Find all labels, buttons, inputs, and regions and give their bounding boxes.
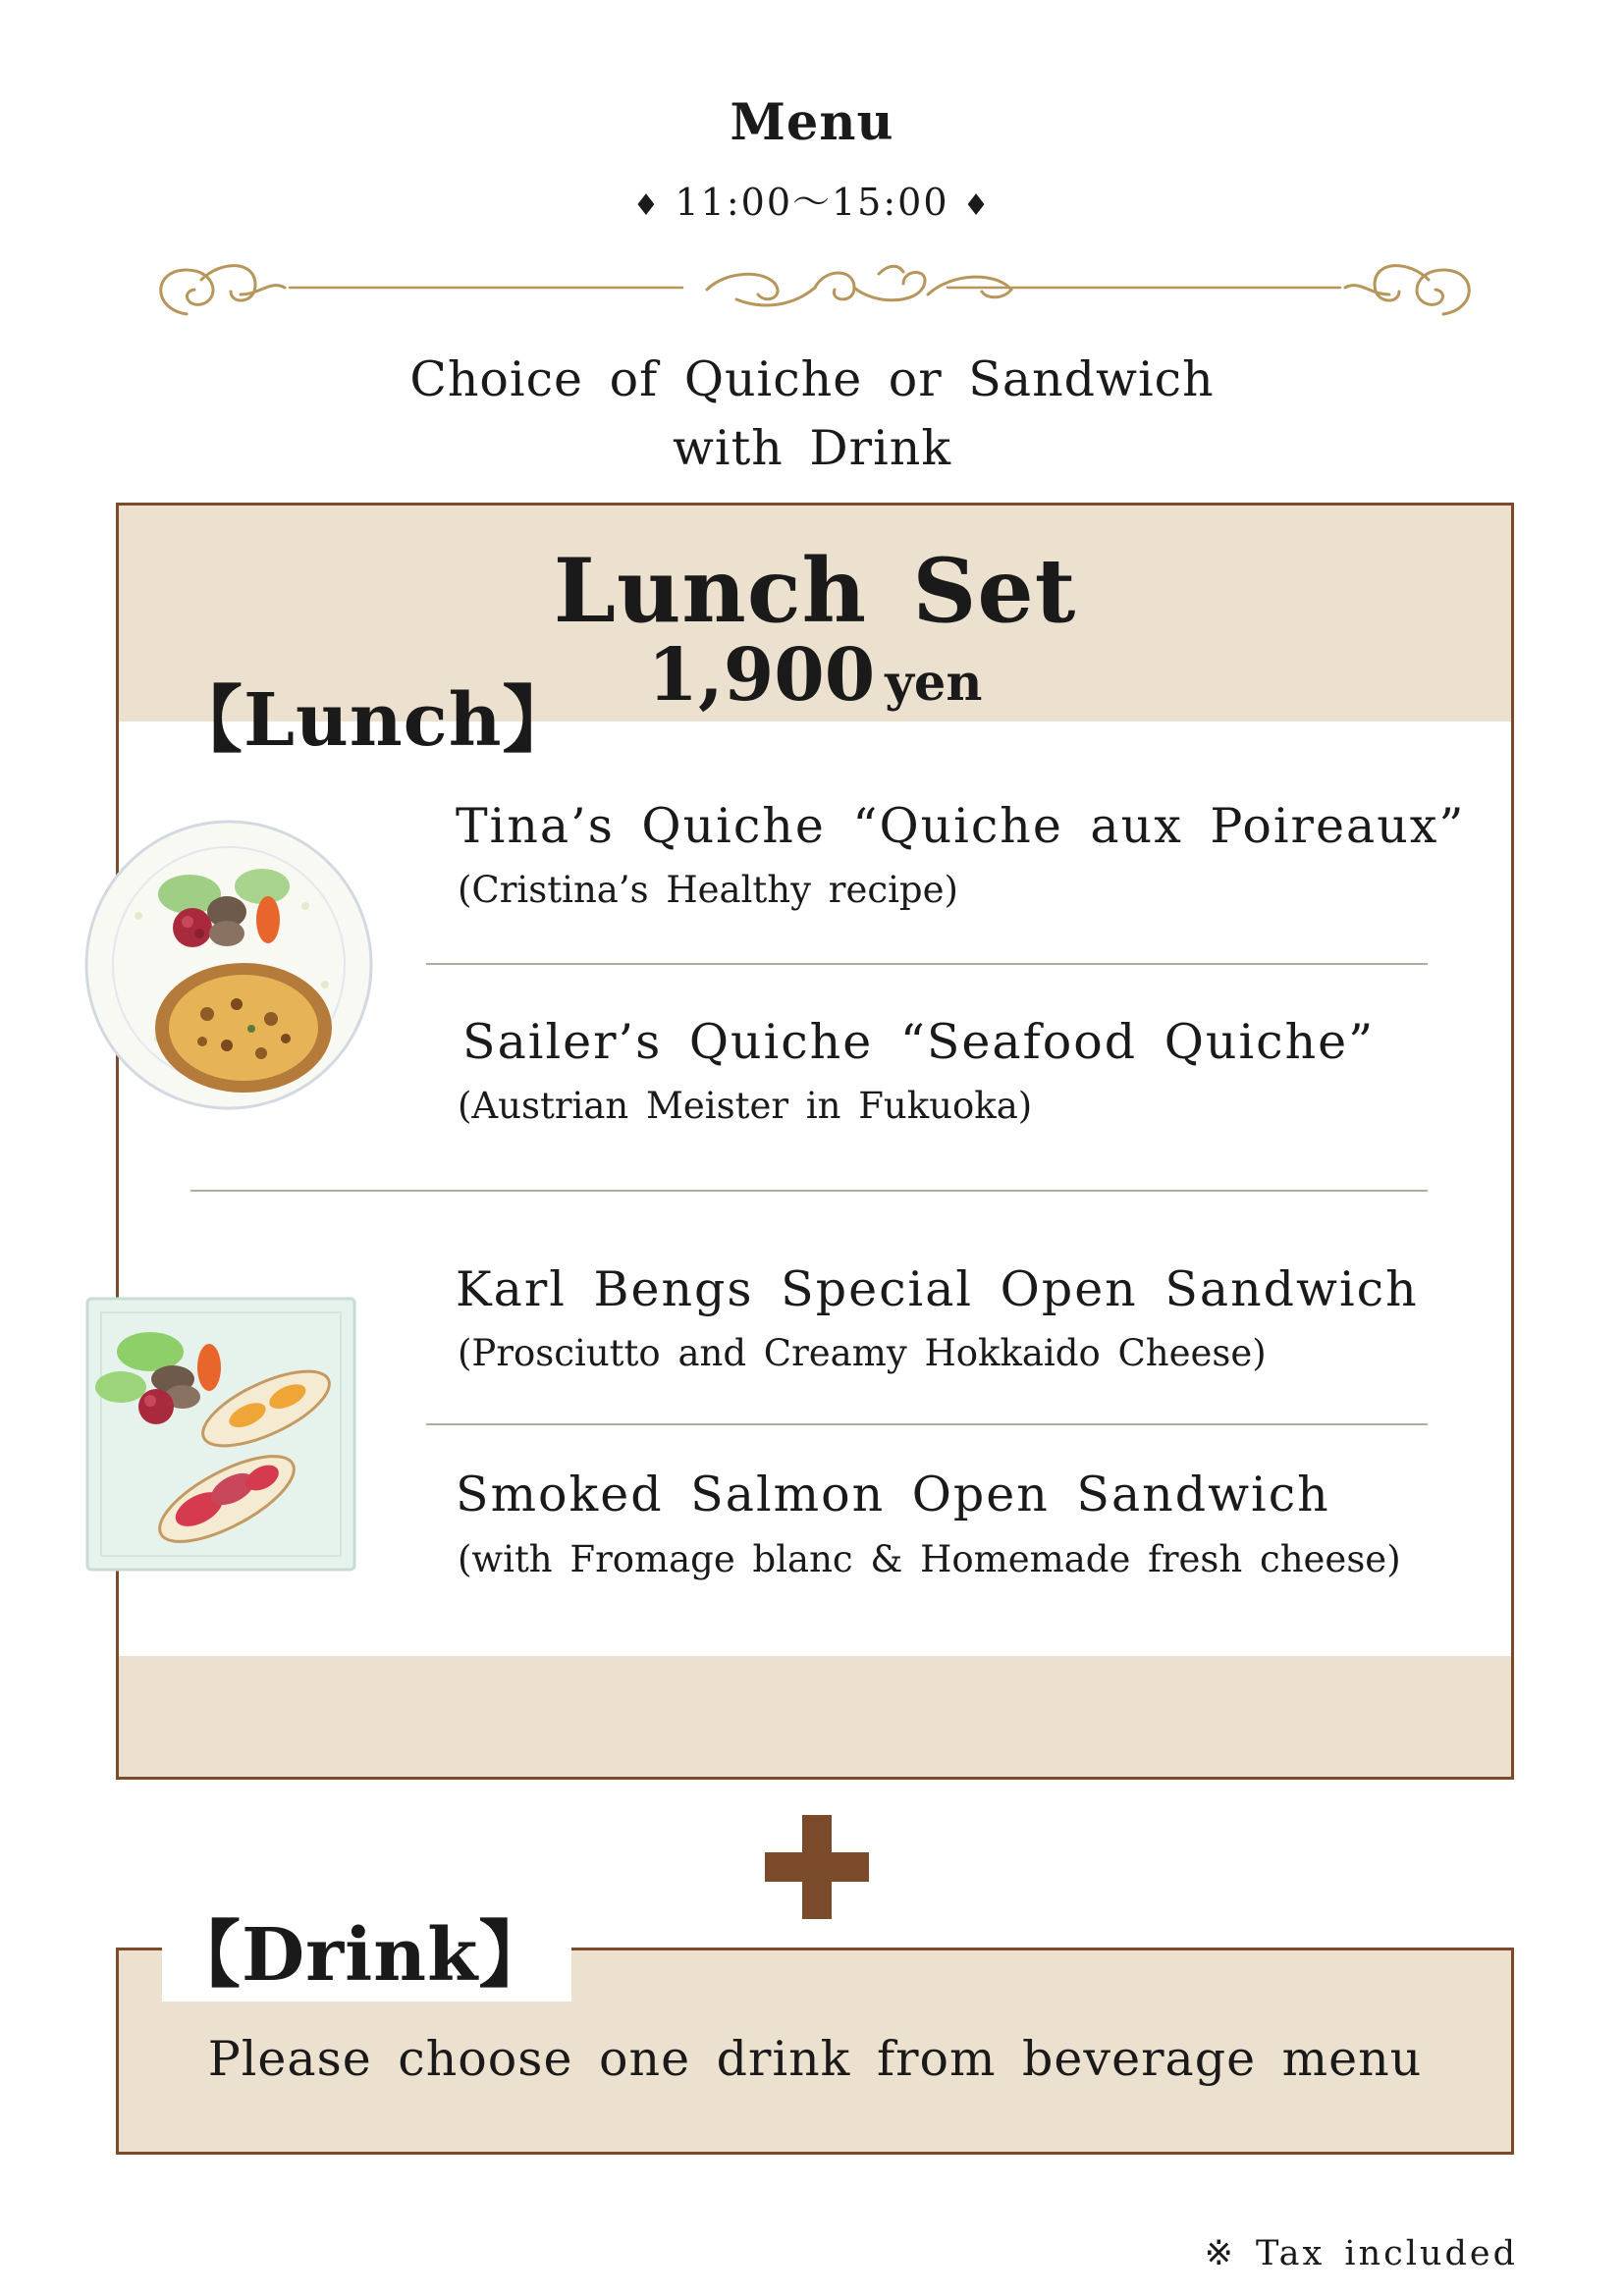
decorative-flourish-divider (147, 250, 1483, 339)
drink-section-label: 【Drink】 (162, 1897, 571, 2002)
drink-instruction: Please choose one drink from beverage menu (207, 2031, 1423, 2087)
set-description-line-2: with Drink (672, 420, 952, 476)
quiche-item-name: Tina’s Quiche “Quiche aux Poireaux” (456, 798, 1466, 854)
lunch-set-panel (116, 503, 1514, 1780)
hours-text: 11:00～15:00 (675, 181, 949, 224)
quiche-item-name: Sailer’s Quiche “Seafood Quiche” (462, 1014, 1376, 1070)
set-description-line-1: Choice of Quiche or Sandwich (409, 351, 1215, 407)
opening-hours (0, 172, 1624, 226)
sandwich-plate-illustration (80, 1291, 364, 1575)
plus-icon (765, 1815, 869, 1919)
lunch-section-label: 【Lunch】 (170, 678, 576, 763)
quiche-plate-illustration (80, 818, 384, 1112)
lunch-footer-band (119, 1656, 1511, 1777)
tax-note: ※ Tax included (1204, 2234, 1518, 2273)
section-divider (190, 1190, 1428, 1192)
diamond-icon: ♦ (962, 188, 992, 223)
sandwich-item-note: (Prosciutto and Creamy Hokkaido Cheese) (458, 1332, 1267, 1374)
sandwich-item-name: Karl Bengs Special Open Sandwich (456, 1261, 1419, 1317)
quiche-item-note: (Cristina’s Healthy recipe) (458, 869, 958, 911)
item-divider (426, 963, 1428, 965)
price-value: 1,900 (647, 633, 876, 718)
price-currency: yen (885, 654, 983, 713)
item-divider (426, 1423, 1428, 1425)
quiche-item-note: (Austrian Meister in Fukuoka) (458, 1085, 1033, 1127)
lunch-set-title: Lunch Set (553, 539, 1077, 643)
sandwich-item-note: (with Fromage blanc & Homemade fresh cheese) (458, 1538, 1401, 1580)
menu-title: Menu (730, 93, 894, 152)
sandwich-item-name: Smoked Salmon Open Sandwich (456, 1467, 1330, 1522)
diamond-icon: ♦ (632, 188, 662, 223)
set-description (0, 346, 1624, 483)
